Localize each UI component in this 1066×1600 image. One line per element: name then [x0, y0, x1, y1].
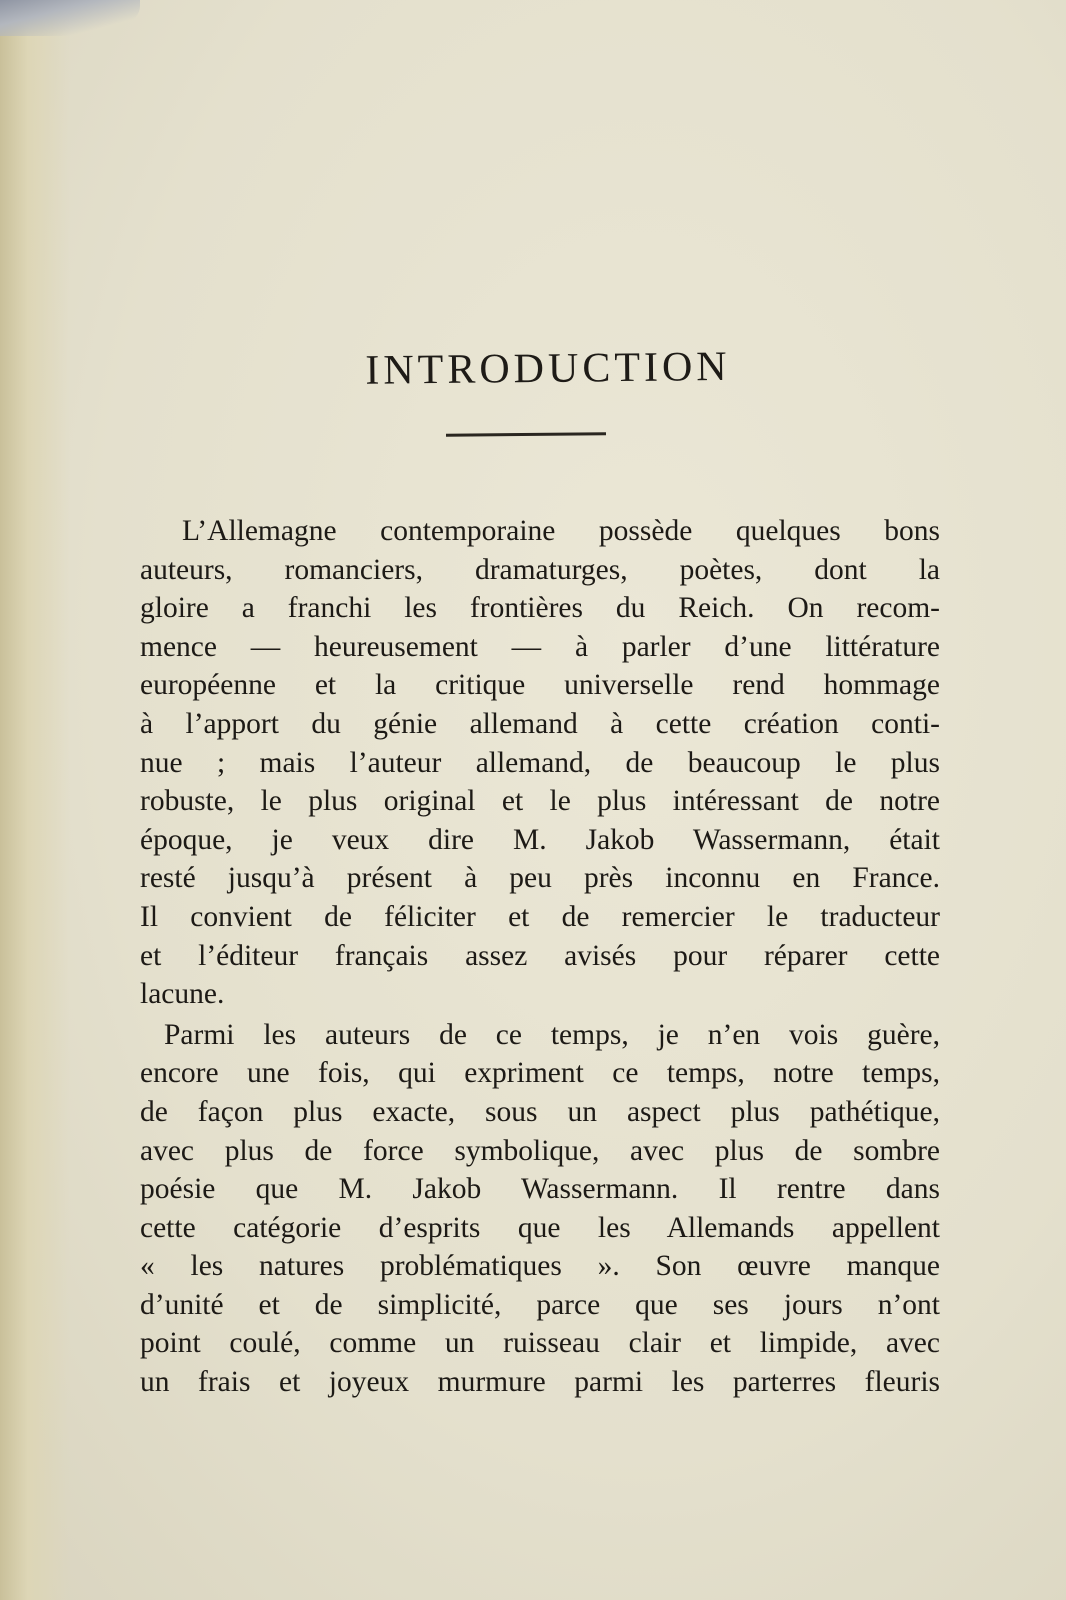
text-line: gloire a franchi les frontières du Reich. On recom-	[140, 592, 940, 625]
text-line: un frais et joyeux murmure parmi les parterres fleuris	[140, 1366, 940, 1399]
title-rule	[446, 432, 606, 436]
text-line: à l’apport du génie allemand à cette création conti-	[140, 707, 940, 740]
text-line: avec plus de force symbolique, avec plus de sombre	[140, 1134, 940, 1167]
text-line: auteurs, romanciers, dramaturges, poètes, dont la	[140, 553, 940, 586]
page-gutter-shadow	[0, 0, 70, 1600]
text-line: L’Allemagne contemporaine possède quelques bons	[182, 515, 940, 547]
text-line: nue ; mais l’auteur allemand, de beaucoup le plus	[140, 746, 940, 779]
text-line: encore une fois, qui expriment ce temps, notre temps,	[140, 1057, 940, 1090]
text-line: point coulé, comme un ruisseau clair et limpide, avec	[140, 1327, 940, 1360]
text-line: et l’éditeur français assez avisés pour réparer cette	[140, 939, 940, 972]
text-line: « les natures problématiques ». Son œuvre manque	[140, 1250, 940, 1283]
body-text	[140, 512, 940, 1402]
text-line: européenne et la critique universelle rend hommage	[140, 669, 940, 702]
chapter-title: INTRODUCTION	[365, 343, 731, 394]
paragraph-2	[140, 1016, 940, 1402]
paragraph-1	[140, 512, 940, 1014]
text-line: robuste, le plus original et le plus intéressant de notre	[140, 785, 940, 818]
text-line: lacune.	[140, 978, 225, 1011]
text-line: Parmi les auteurs de ce temps, je n’en vois guère,	[164, 1018, 940, 1051]
text-line: d’unité et de simplicité, parce que ses jours n’ont	[140, 1288, 940, 1321]
text-line: resté jusqu’à présent à peu près inconnu en France.	[140, 862, 940, 895]
text-line: de façon plus exacte, sous un aspect plus pathétique,	[140, 1095, 940, 1128]
text-line: poésie que M. Jakob Wassermann. Il rentre dans	[140, 1173, 940, 1206]
corner-shadow	[0, 0, 140, 36]
text-line: cette catégorie d’esprits que les Allemands appellent	[140, 1211, 940, 1244]
text-line: époque, je veux dire M. Jakob Wassermann, était	[140, 823, 940, 856]
text-line: mence — heureusement — à parler d’une littérature	[140, 630, 940, 663]
text-line: Il convient de féliciter et de remercier le traducteur	[140, 900, 940, 933]
